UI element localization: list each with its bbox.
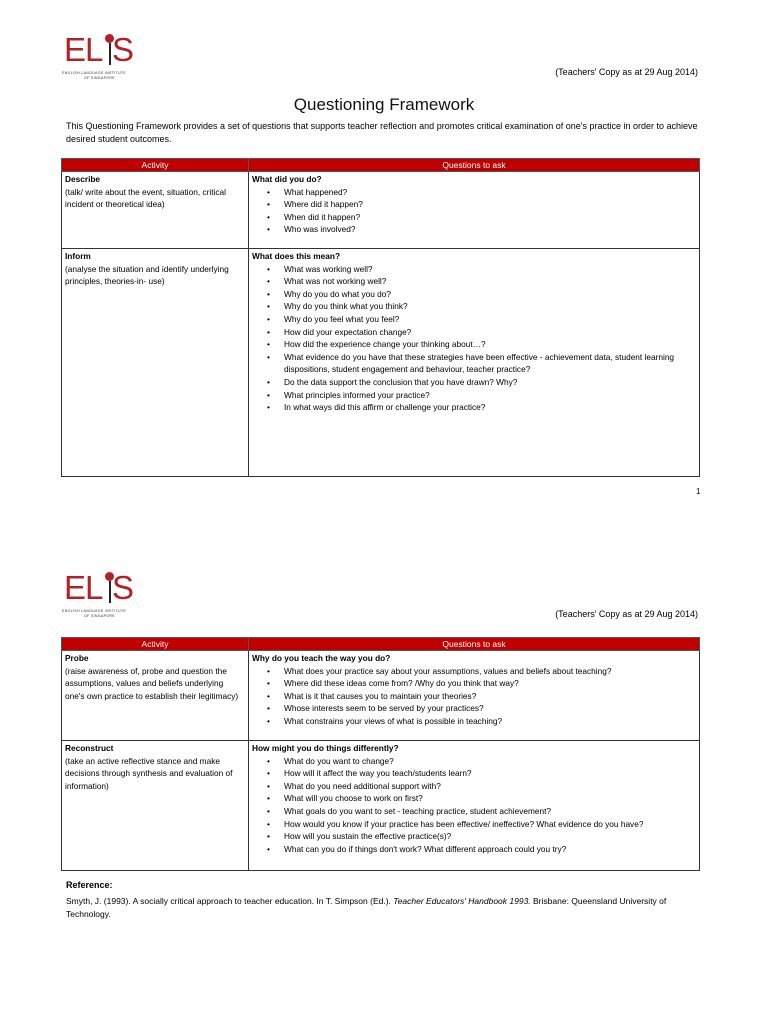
question-item: • Why do you think what you think? [284, 300, 696, 313]
table-header-row [62, 638, 700, 651]
logo-subline-1: ENGLISH LANGUAGE INSTITUTE [62, 71, 127, 75]
question-item: • Do the data support the conclusion that you have drawn? Why? [284, 376, 696, 389]
activity-description: (analyse the situation and identify underlying principles, theories-in- use) [65, 263, 229, 287]
reference-citation [66, 895, 706, 921]
activity-column-header: Activity [62, 638, 249, 651]
questions-column-header: Questions to ask [249, 638, 700, 651]
question-item: • Who was involved? [284, 223, 696, 236]
logo-letter-e: E [64, 31, 87, 68]
intro-paragraph: This Questioning Framework provides a set of questions that supports teacher reflection and promotes critical examination of one's practice in order to achieve desired student outcomes. [66, 121, 698, 144]
elis-logo [62, 32, 134, 80]
question-item: • What will you choose to work on first? [284, 792, 696, 805]
activity-column-header: Activity [62, 159, 249, 172]
table-row-describe [62, 172, 700, 249]
teachers-copy-note: (Teachers' Copy as at 29 Aug 2014) [555, 67, 698, 77]
question-item: • What was not working well? [284, 275, 696, 288]
question-item: • Why do you feel what you feel? [284, 313, 696, 326]
activity-title: Reconstruct [65, 743, 114, 753]
question-item: • What was working well? [284, 263, 696, 276]
question-item: • When did it happen? [284, 211, 696, 224]
question-item: • In what ways did this affirm or challenge your practice? [284, 401, 696, 414]
activity-title: Inform [65, 251, 91, 261]
activity-description: (talk/ write about the event, situation, critical incident or theoretical idea) [65, 186, 226, 210]
question-item: • How will you sustain the effective practice(s)? [284, 830, 696, 843]
table-row-probe [62, 651, 700, 741]
question-item: • Whose interests seem to be served by your practices? [284, 702, 696, 715]
page-number: 1 [696, 487, 701, 496]
question-item: • What evidence do you have that these strategies have been effective - achievement data, student learning dispositions, student engagement and behaviour, teacher practice? [284, 351, 696, 376]
activity-description: (take an active reflective stance and make decisions through synthesis and evaluation of information) [65, 755, 233, 791]
question-item: • What does your practice say about your assumptions, values and beliefs about teaching? [284, 665, 696, 678]
question-item: • How will it affect the way you teach/students learn? [284, 767, 696, 780]
question-item: • What goals do you want to set - teaching practice, student achievement? [284, 805, 696, 818]
question-item: • What constrains your views of what is possible in teaching? [284, 715, 696, 728]
question-list [252, 186, 696, 236]
question-list [252, 755, 696, 856]
question-item: • What principles informed your practice? [284, 389, 696, 402]
question-item: • What is it that causes you to maintain your theories? [284, 690, 696, 703]
activity-cell [62, 651, 249, 741]
logo-letter-l: L [85, 31, 104, 68]
reference-text: Smyth, J. (1993). A socially critical approach to teacher education. In T. Simpson (Ed.). [66, 896, 394, 906]
question-item: • Where did it happen? [284, 198, 696, 211]
question-item: • What do you need additional support with? [284, 780, 696, 793]
activity-description: (raise awareness of, probe and question the assumptions, values and beliefs underlying one's own practice to establish their legitimacy) [65, 665, 239, 701]
questions-cell [249, 249, 700, 477]
elis-logo [62, 570, 134, 618]
table-row-reconstruct [62, 741, 700, 871]
logo-wordmark [62, 570, 134, 606]
logo-subline-1: ENGLISH LANGUAGE INSTITUTE [62, 609, 127, 613]
logo-letter-e: E [64, 569, 87, 606]
teachers-copy-note: (Teachers' Copy as at 29 Aug 2014) [555, 609, 698, 619]
framework-table-page-2 [61, 637, 700, 871]
questions-cell [249, 172, 700, 249]
question-item: • Why do you do what you do? [284, 288, 696, 301]
activity-cell [62, 249, 249, 477]
question-item: • What happened? [284, 186, 696, 199]
question-list [252, 263, 696, 414]
logo-letter-s: S [112, 31, 135, 68]
questions-heading: What does this mean? [252, 251, 341, 261]
questions-heading: How might you do things differently? [252, 743, 399, 753]
reference-book-title: Teacher Educators' Handbook 1993. [393, 896, 531, 906]
questions-cell [249, 741, 700, 871]
reference-publisher: Brisbane: Queensland University of Technology. [66, 896, 667, 919]
questions-heading: What did you do? [252, 174, 322, 184]
logo-letter-l: L [85, 569, 104, 606]
questions-heading: Why do you teach the way you do? [252, 653, 391, 663]
activity-title: Probe [65, 653, 89, 663]
question-item: • How would you know if your practice has been effective/ ineffective? What evidence do you have? [284, 818, 696, 831]
question-item: • What do you want to change? [284, 755, 696, 768]
question-item: • How did the experience change your thinking about…? [284, 338, 696, 351]
framework-table-page-1 [61, 158, 700, 477]
logo-subline-2: OF SINGAPORE [84, 613, 115, 618]
questions-cell [249, 651, 700, 741]
activity-title: Describe [65, 174, 101, 184]
question-list [252, 665, 696, 728]
question-item: • How did your expectation change? [284, 326, 696, 339]
question-item: • What can you do if things don't work? What different approach could you try? [284, 843, 696, 856]
table-row-inform [62, 249, 700, 477]
activity-cell [62, 172, 249, 249]
logo-wordmark [62, 32, 134, 68]
logo-letter-s: S [112, 569, 135, 606]
activity-cell [62, 741, 249, 871]
reference-heading: Reference: [66, 880, 113, 890]
questions-column-header: Questions to ask [249, 159, 700, 172]
table-header-row [62, 159, 700, 172]
question-item: • Where did these ideas come from? /Why do you think that way? [284, 677, 696, 690]
logo-subline-2: OF SINGAPORE [84, 75, 115, 80]
page-title: Questioning Framework [293, 95, 475, 114]
